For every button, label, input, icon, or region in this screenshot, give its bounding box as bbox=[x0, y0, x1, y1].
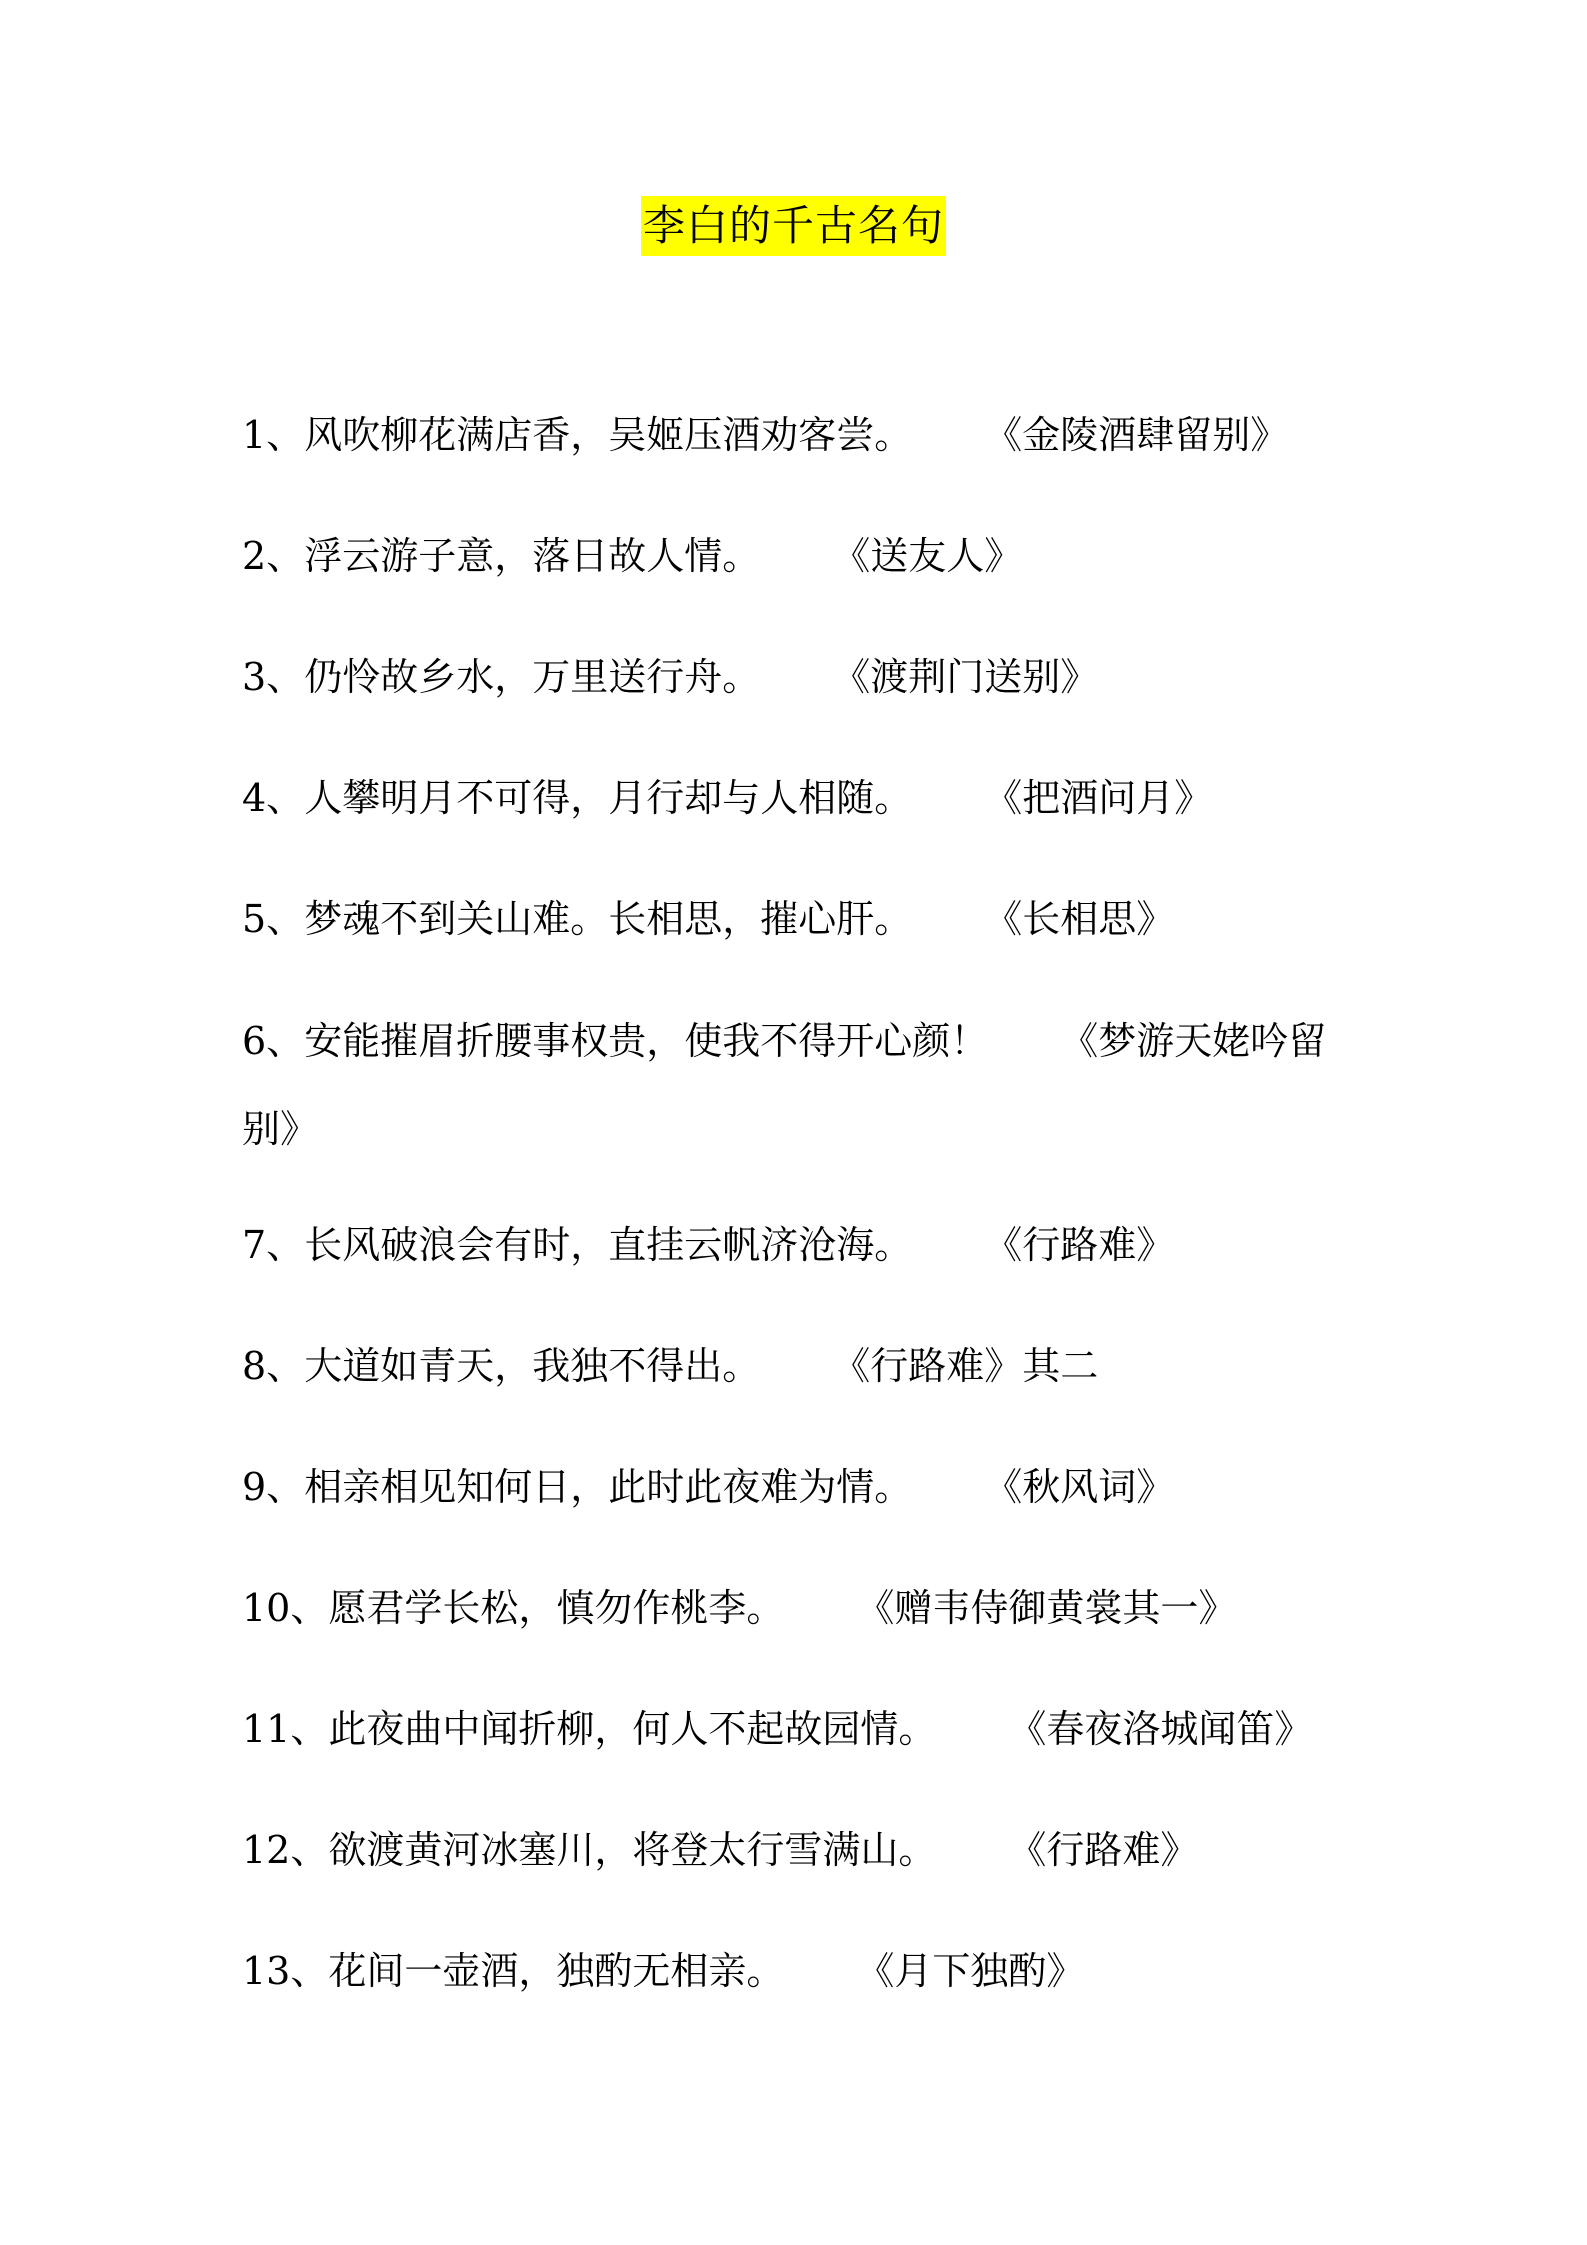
item-source: 《把酒问月》 bbox=[984, 776, 1213, 820]
item-number: 2、 bbox=[242, 534, 305, 578]
item-source: 《秋风词》 bbox=[984, 1465, 1175, 1509]
item-line: 仍怜故乡水，万里送行舟。 bbox=[304, 655, 761, 699]
quote-list bbox=[242, 404, 1362, 2061]
item-number: 10、 bbox=[242, 1586, 329, 1630]
item-source: 《渡荆门送别》 bbox=[832, 655, 1099, 699]
item-source: 《行路难》 bbox=[984, 1223, 1175, 1267]
item-number: 1、 bbox=[242, 413, 305, 457]
item-source: 《赠韦侍御黄裳其一》 bbox=[856, 1586, 1237, 1630]
list-item bbox=[242, 525, 1362, 587]
item-line: 长风破浪会有时，直挂云帆济沧海。 bbox=[304, 1223, 913, 1267]
item-source: 《春夜洛城闻笛》 bbox=[1008, 1707, 1313, 1751]
item-source: 《长相思》 bbox=[984, 897, 1175, 941]
list-item bbox=[242, 1819, 1362, 1881]
item-number: 9、 bbox=[242, 1465, 305, 1509]
item-line: 安能摧眉折腰事权贵，使我不得开心颜！ bbox=[304, 1019, 989, 1063]
item-line: 欲渡黄河冰塞川，将登太行雪满山。 bbox=[328, 1828, 937, 1872]
item-line: 愿君学长松，慎勿作桃李。 bbox=[328, 1586, 785, 1630]
item-source: 《行路难》其二 bbox=[832, 1344, 1099, 1388]
item-number: 5、 bbox=[242, 897, 305, 941]
page-title: 李白的千古名句 bbox=[641, 196, 946, 256]
list-item bbox=[242, 646, 1362, 708]
list-item bbox=[242, 1214, 1362, 1276]
list-item bbox=[242, 1698, 1362, 1760]
item-source: 《梦游天姥吟留别》 bbox=[242, 1019, 1327, 1151]
list-item bbox=[242, 888, 1362, 950]
item-line: 人攀明月不可得，月行却与人相随。 bbox=[304, 776, 913, 820]
item-source: 《送友人》 bbox=[832, 534, 1023, 578]
list-item bbox=[242, 1456, 1362, 1518]
item-number: 8、 bbox=[242, 1344, 305, 1388]
item-number: 4、 bbox=[242, 776, 305, 820]
item-source: 《金陵酒肆留别》 bbox=[984, 413, 1289, 457]
item-number: 11、 bbox=[242, 1707, 329, 1751]
list-item bbox=[242, 767, 1362, 829]
item-number: 6、 bbox=[242, 1019, 305, 1063]
list-item bbox=[242, 1335, 1362, 1397]
item-source: 《月下独酌》 bbox=[856, 1949, 1085, 1993]
list-item bbox=[242, 1940, 1362, 2002]
list-item bbox=[242, 404, 1362, 466]
item-line: 花间一壶酒，独酌无相亲。 bbox=[328, 1949, 785, 1993]
item-number: 13、 bbox=[242, 1949, 329, 1993]
list-item bbox=[242, 997, 1362, 1173]
list-item bbox=[242, 1577, 1362, 1639]
item-number: 3、 bbox=[242, 655, 305, 699]
item-number: 7、 bbox=[242, 1223, 305, 1267]
item-line: 风吹柳花满店香，吴姬压酒劝客尝。 bbox=[304, 413, 913, 457]
item-number: 12、 bbox=[242, 1828, 329, 1872]
item-source: 《行路难》 bbox=[1008, 1828, 1199, 1872]
title-container bbox=[0, 196, 1587, 256]
item-line: 梦魂不到关山难。长相思，摧心肝。 bbox=[304, 897, 913, 941]
item-line: 相亲相见知何日，此时此夜难为情。 bbox=[304, 1465, 913, 1509]
item-line: 浮云游子意，落日故人情。 bbox=[304, 534, 761, 578]
item-line: 大道如青天，我独不得出。 bbox=[304, 1344, 761, 1388]
item-line: 此夜曲中闻折柳，何人不起故园情。 bbox=[328, 1707, 937, 1751]
